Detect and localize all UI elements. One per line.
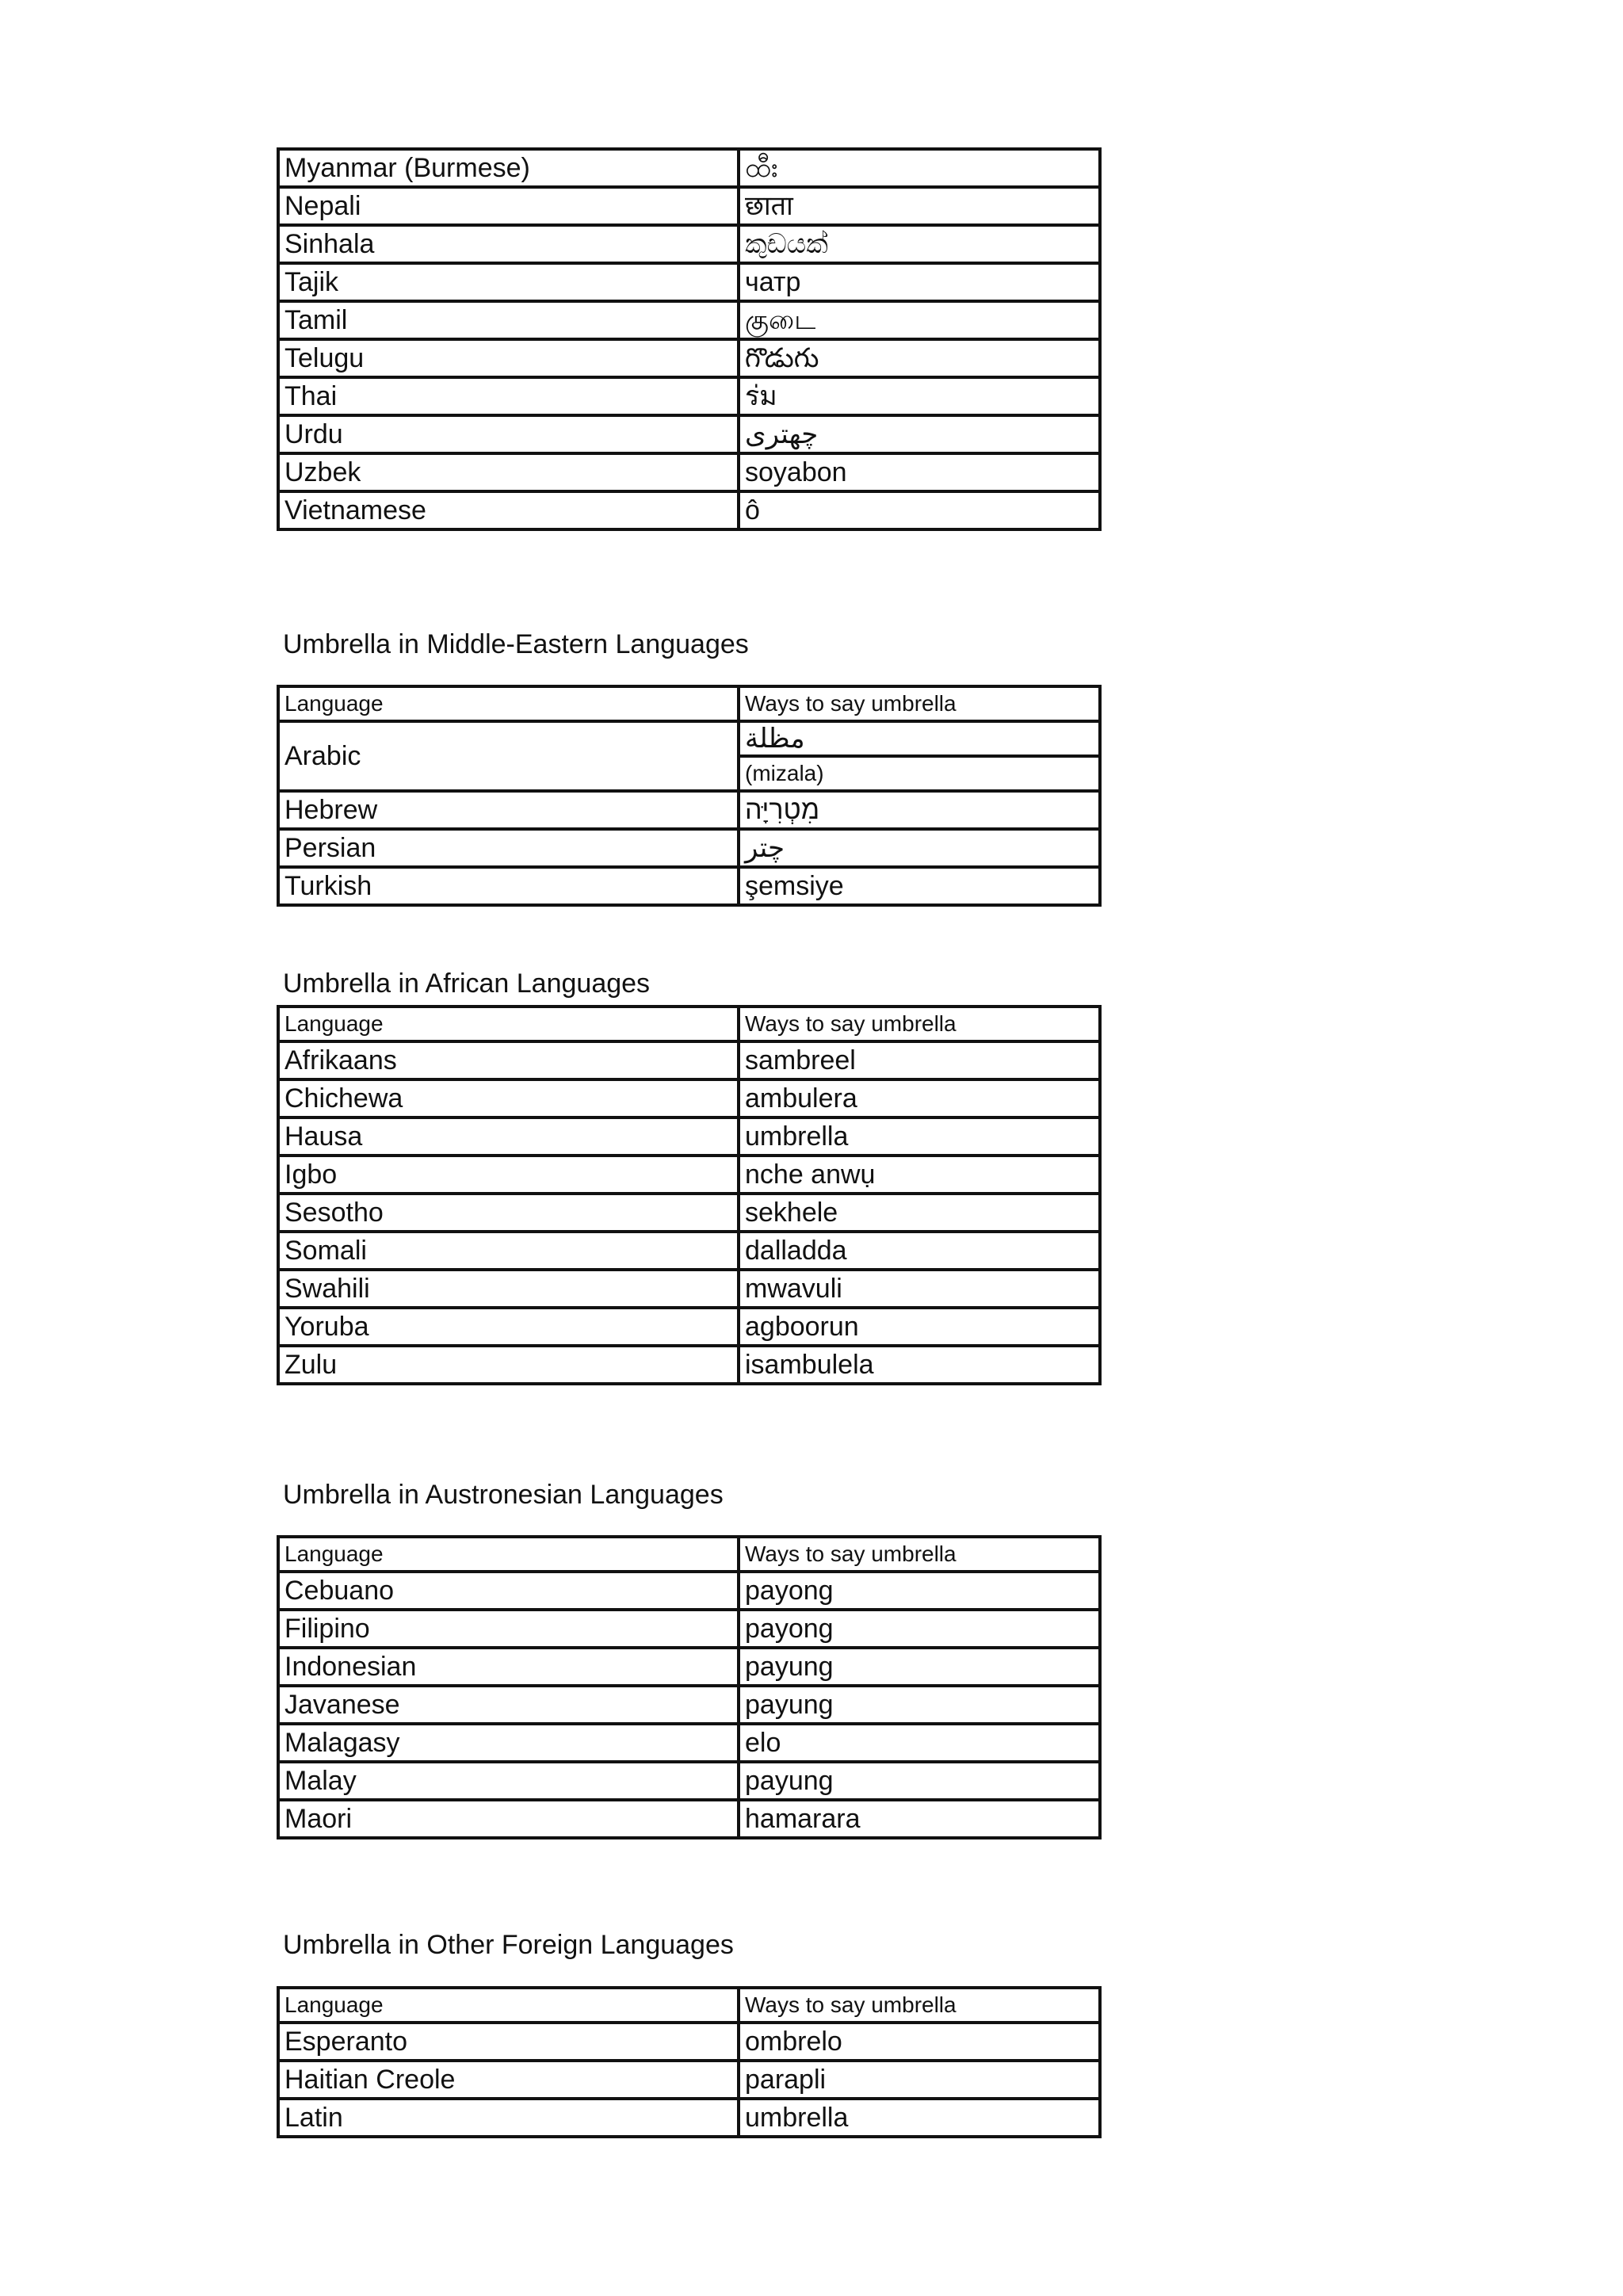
table-row [278,1041,1100,1079]
translation-cell: dalladda [739,1232,1100,1270]
translation-cell: elo [739,1724,1100,1762]
translation-cell: payong [739,1572,1100,1610]
language-cell: Maori [278,1800,739,1838]
language-cell: Sesotho [278,1194,739,1232]
language-cell: Malagasy [278,1724,739,1762]
translation-cell: parapli [739,2061,1100,2099]
romanization-cell: (mizala) [739,756,1100,791]
table-row [278,415,1100,453]
language-cell: Somali [278,1232,739,1270]
language-column-header: Language [278,1537,739,1572]
translation-column-header: Ways to say umbrella [739,1537,1100,1572]
translation-cell: sambreel [739,1041,1100,1079]
african-heading: Umbrella in African Languages [283,968,651,999]
language-cell: Latin [278,2099,739,2137]
table-row [278,1194,1100,1232]
translation-cell: ombrelo [739,2023,1100,2061]
translation-cell: mwavuli [739,1270,1100,1308]
language-cell: Hausa [278,1117,739,1156]
table-row [278,339,1100,377]
table-row [278,225,1100,263]
language-cell: Sinhala [278,225,739,263]
table-row [278,453,1100,491]
language-column-header: Language [278,1007,739,1041]
language-cell: Nepali [278,187,739,225]
table-header-row [278,686,1100,721]
other-languages-table [277,1986,1102,2138]
translation-column-header: Ways to say umbrella [739,1007,1100,1041]
table-row [278,187,1100,225]
translation-cell: agboorun [739,1308,1100,1346]
table-header-row [278,1007,1100,1041]
table-row [278,1610,1100,1648]
language-cell: Yoruba [278,1308,739,1346]
table-row [278,263,1100,301]
language-cell: Igbo [278,1156,739,1194]
table-row [278,301,1100,339]
language-cell: Arabic [278,721,739,791]
table-row [278,1724,1100,1762]
translation-cell: ambulera [739,1079,1100,1117]
language-cell: Malay [278,1762,739,1800]
other-languages-heading: Umbrella in Other Foreign Languages [283,1930,734,1960]
table-row [278,2023,1100,2061]
table-row [278,1572,1100,1610]
language-cell: Cebuano [278,1572,739,1610]
table-header-row [278,1537,1100,1572]
table-row [278,867,1100,905]
translation-cell: ô [739,491,1100,529]
language-cell: Esperanto [278,2023,739,2061]
translation-cell: payung [739,1762,1100,1800]
language-cell: Tajik [278,263,739,301]
translation-cell: umbrella [739,2099,1100,2137]
table-row [278,1346,1100,1384]
language-cell: Javanese [278,1686,739,1724]
language-cell: Afrikaans [278,1041,739,1079]
translation-cell: hamarara [739,1800,1100,1838]
austronesian-languages-table [277,1535,1102,1839]
language-cell: Indonesian [278,1648,739,1686]
middle-eastern-languages-table [277,685,1102,907]
translation-cell: payung [739,1648,1100,1686]
table-row [278,791,1100,829]
middle-eastern-heading: Umbrella in Middle-Eastern Languages [283,629,749,659]
table-row [278,1308,1100,1346]
translation-cell: nche anwụ [739,1156,1100,1194]
language-cell: Uzbek [278,453,739,491]
table-row [278,149,1100,187]
language-cell: Zulu [278,1346,739,1384]
translation-cell: чатр [739,263,1100,301]
table-row [278,1270,1100,1308]
translation-cell: ร่ม [739,377,1100,415]
table-row [278,491,1100,529]
table-row [278,1800,1100,1838]
translation-cell: छाता [739,187,1100,225]
language-cell: Chichewa [278,1079,739,1117]
translation-cell: isambulela [739,1346,1100,1384]
language-cell: Urdu [278,415,739,453]
translation-cell: چتر [739,829,1100,867]
translation-cell: چھتری [739,415,1100,453]
table-row [278,377,1100,415]
translation-cell: şemsiye [739,867,1100,905]
language-column-header: Language [278,1988,739,2023]
table-header-row [278,1988,1100,2023]
table-row [278,829,1100,867]
translation-cell: payung [739,1686,1100,1724]
table-row [278,1117,1100,1156]
language-cell: Swahili [278,1270,739,1308]
translation-cell: කුඩයක් [739,225,1100,263]
language-column-header: Language [278,686,739,721]
austronesian-heading: Umbrella in Austronesian Languages [283,1480,724,1510]
table-row [278,1648,1100,1686]
table-row [278,1762,1100,1800]
table-row [278,1232,1100,1270]
language-cell: Filipino [278,1610,739,1648]
table-row [278,721,1100,756]
language-cell: Vietnamese [278,491,739,529]
language-cell: Telugu [278,339,739,377]
translation-cell: soyabon [739,453,1100,491]
language-cell: Haitian Creole [278,2061,739,2099]
translation-cell: குடை [739,301,1100,339]
language-cell: Hebrew [278,791,739,829]
table-row [278,2099,1100,2137]
table-row [278,1079,1100,1117]
asian-languages-table [277,147,1102,531]
translation-cell: ထီး [739,149,1100,187]
translation-cell: payong [739,1610,1100,1648]
translation-cell: umbrella [739,1117,1100,1156]
translation-cell: sekhele [739,1194,1100,1232]
table-row [278,1156,1100,1194]
translation-column-header: Ways to say umbrella [739,1988,1100,2023]
language-cell: Tamil [278,301,739,339]
translation-cell: מִטְרִיָּה [739,791,1100,829]
translation-cell: గొడుగు [739,339,1100,377]
language-cell: Myanmar (Burmese) [278,149,739,187]
language-cell: Thai [278,377,739,415]
language-cell: Persian [278,829,739,867]
translation-column-header: Ways to say umbrella [739,686,1100,721]
translation-cell: مظلة [739,721,1100,756]
table-row [278,1686,1100,1724]
table-row [278,2061,1100,2099]
african-languages-table [277,1005,1102,1385]
language-cell: Turkish [278,867,739,905]
